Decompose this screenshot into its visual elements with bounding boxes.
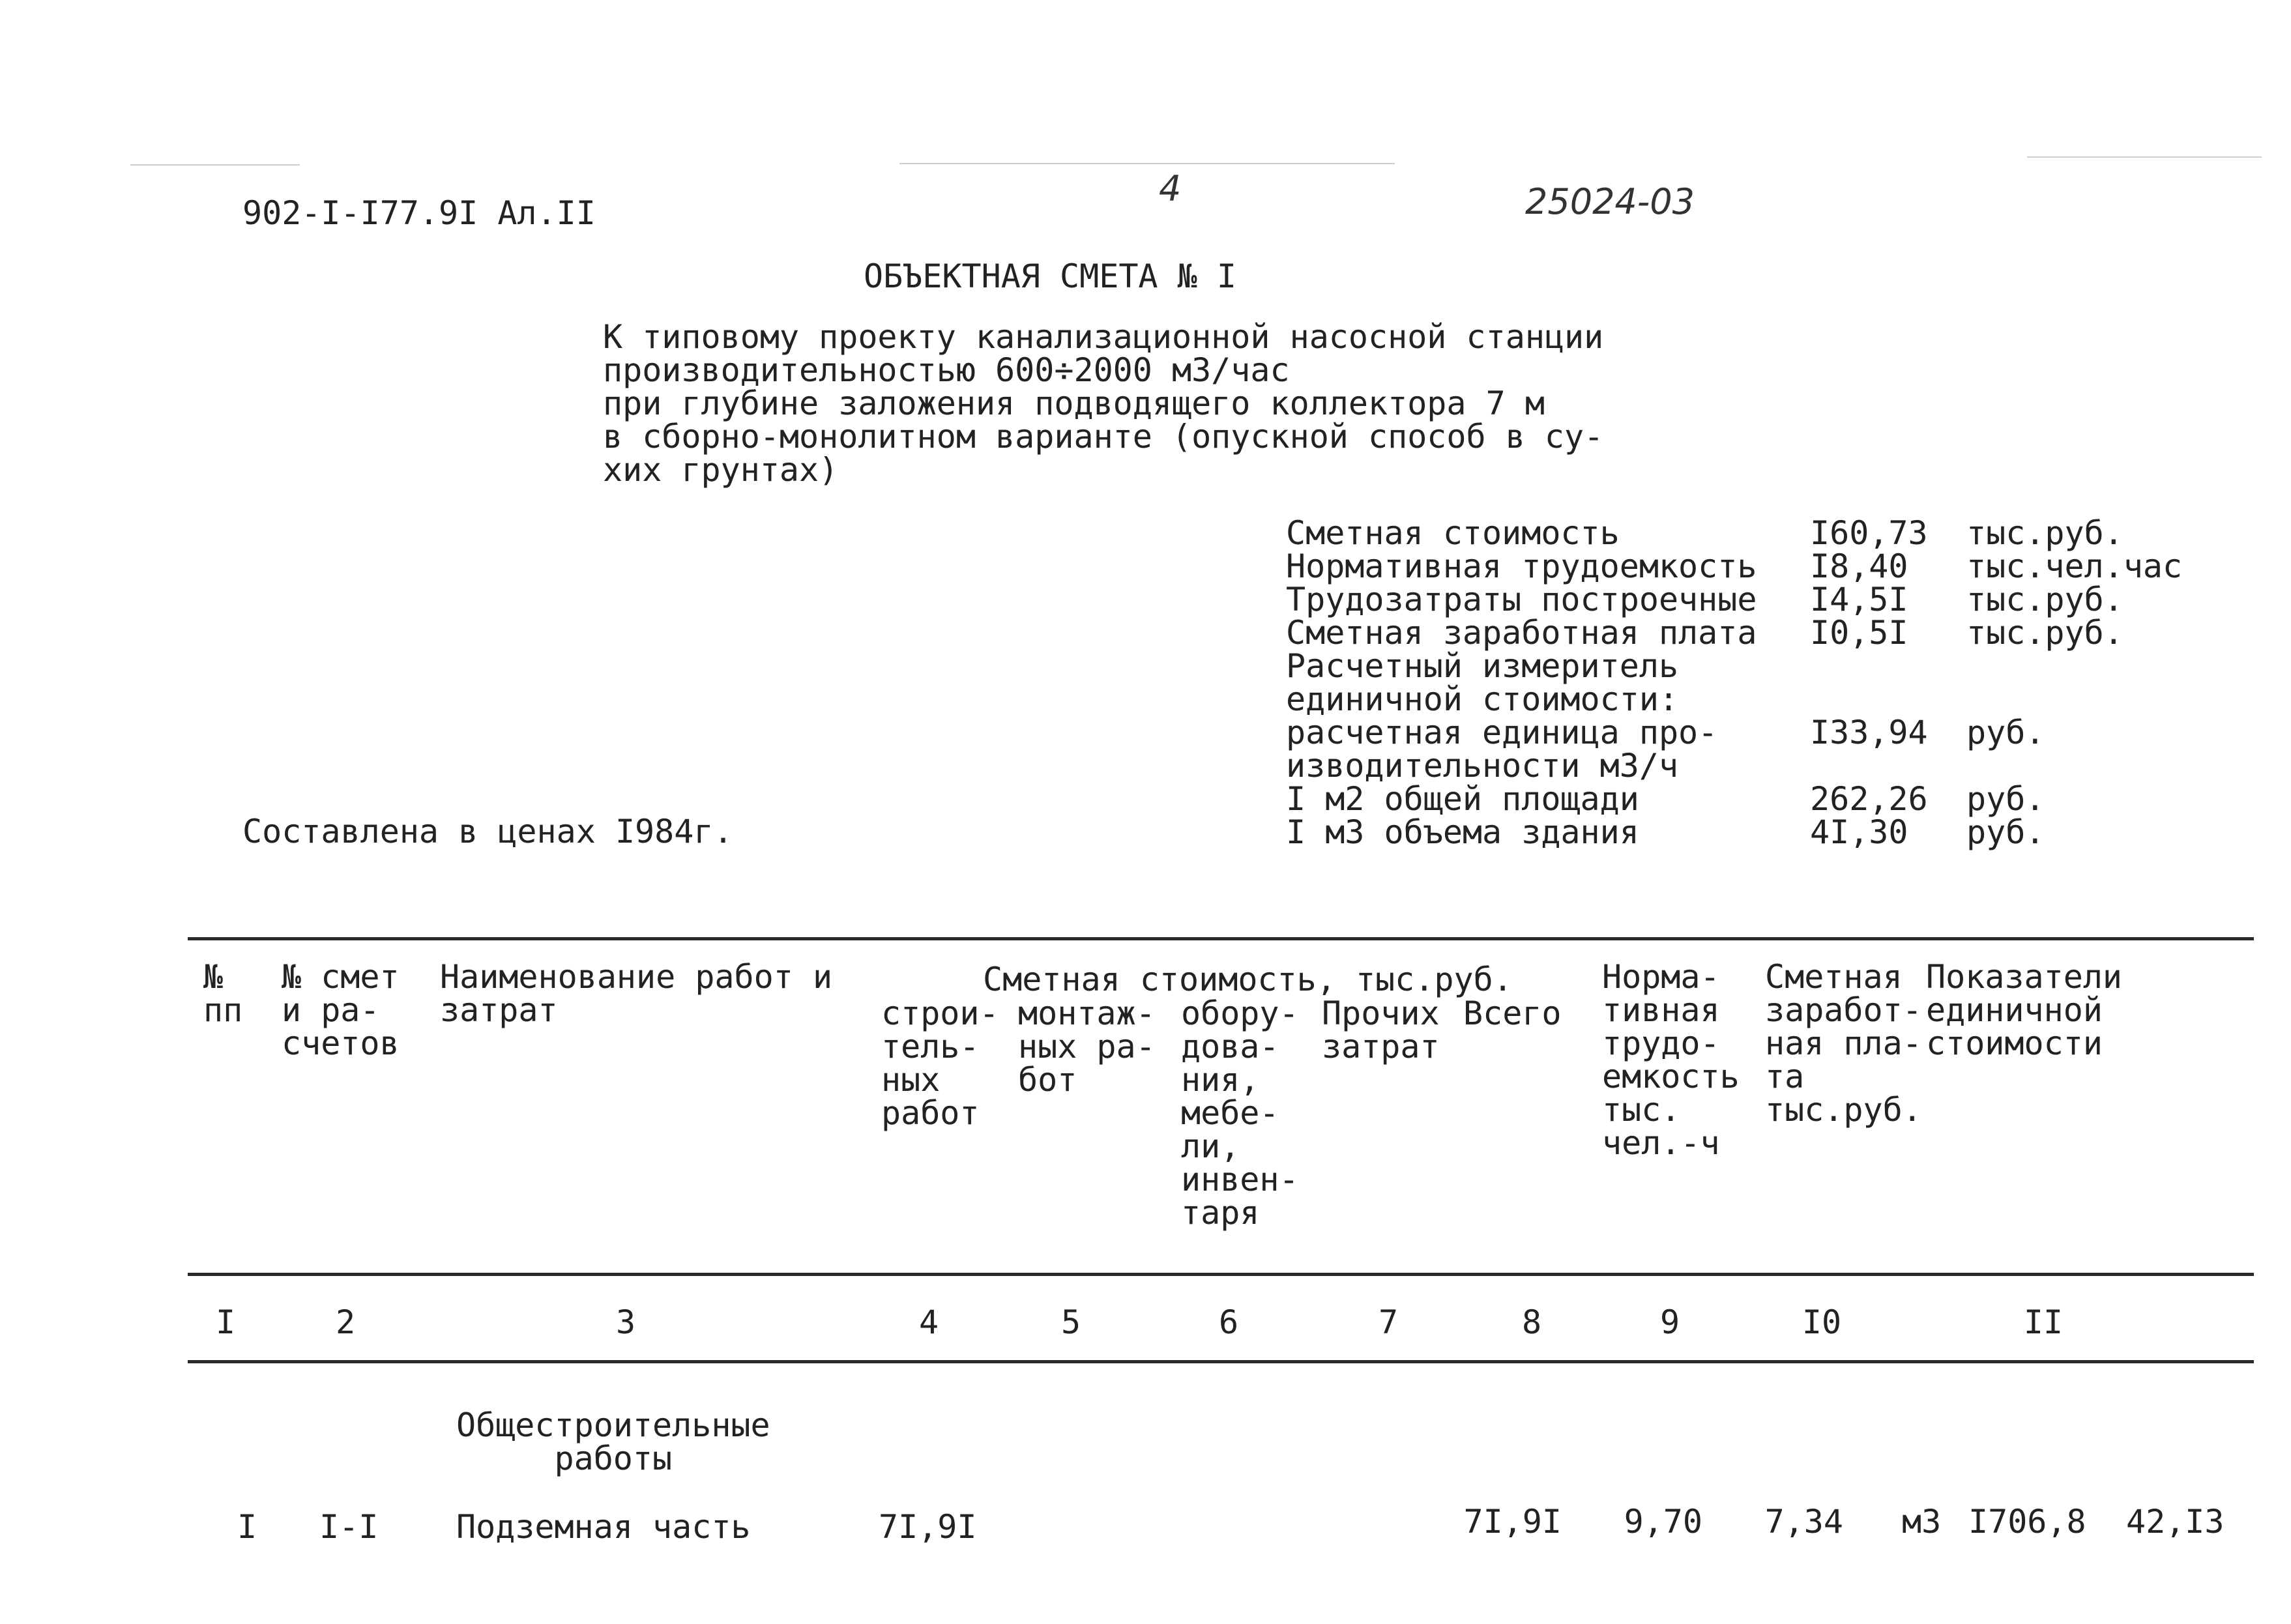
column-number: 5 <box>1060 1303 1081 1341</box>
header-line: ная пла- <box>1765 1024 1922 1062</box>
project-description <box>603 318 1604 489</box>
header-line: Норма- <box>1602 958 1720 996</box>
summary-label: I м2 общей площади <box>1286 780 1639 818</box>
header-line: № смет <box>282 958 400 996</box>
document-code: 902-I-I77.9I Ал.II <box>242 194 596 232</box>
header-line: пп <box>203 991 243 1029</box>
col-header-name <box>440 958 833 1029</box>
cell-construction: 7I,9I <box>879 1508 977 1546</box>
col-header-smeta <box>282 958 400 1062</box>
column-number: 9 <box>1659 1303 1680 1341</box>
column-number: 3 <box>615 1303 636 1341</box>
header-line: тыс.руб. <box>1765 1091 1922 1129</box>
summary-value: I33,94 <box>1810 714 1928 751</box>
summary-unit: руб. <box>1966 813 2045 851</box>
column-number: I <box>215 1303 236 1341</box>
header-line: и ра- <box>282 991 380 1029</box>
summary-label: Нормативная трудоемкость <box>1286 547 1757 585</box>
column-number: 8 <box>1521 1303 1542 1341</box>
cell-wages: 7,34 <box>1764 1503 1843 1541</box>
table-header-rule <box>188 1273 2254 1276</box>
header-line: затрат <box>1322 1028 1440 1066</box>
scan-artifact-line <box>130 164 300 166</box>
description-line: хих грунтах) <box>603 451 839 489</box>
document-title: ОБЪЕКТНАЯ СМЕТА № I <box>864 257 1236 295</box>
summary-label: Расчетный измеритель <box>1286 647 1679 685</box>
summary-unit <box>1966 683 2182 716</box>
cell-labor: 9,70 <box>1624 1503 1702 1541</box>
header-line: дова- <box>1181 1028 1279 1066</box>
section-line: Общестроительные <box>456 1406 770 1444</box>
column-number: 6 <box>1218 1303 1239 1341</box>
summary-value: I4,5I <box>1810 581 1908 618</box>
header-line: № <box>203 958 224 996</box>
col-header-other <box>1322 994 1440 1066</box>
column-number: II <box>2023 1303 2064 1341</box>
header-line: тель- <box>881 1028 980 1066</box>
header-line: емкость <box>1602 1058 1740 1095</box>
summary-value <box>1810 683 1928 716</box>
header-line: Наименование работ и <box>440 958 833 996</box>
summary-label: расчетная единица про- <box>1286 714 1718 751</box>
header-line: обору- <box>1181 994 1299 1032</box>
summary-labels <box>1286 514 1757 851</box>
header-line: тивная <box>1602 991 1720 1029</box>
header-line: Прочих <box>1322 994 1440 1032</box>
summary-value: I60,73 <box>1810 514 1928 552</box>
col-header-indicators <box>1926 958 2123 1062</box>
summary-unit <box>1966 650 2182 683</box>
description-line: производительностью 600÷2000 м3/час <box>603 351 1290 389</box>
summary-unit: тыс.руб. <box>1966 614 2123 652</box>
table-numbers-rule <box>188 1360 2254 1363</box>
page-number: 4 <box>1159 168 1182 209</box>
cell-quantity: I706,8 <box>1968 1503 2086 1541</box>
header-line: монтаж- <box>1018 994 1156 1032</box>
header-line: таря <box>1181 1194 1260 1232</box>
summary-values <box>1810 514 1928 851</box>
summary-label: изводительности м3/ч <box>1286 747 1679 785</box>
header-line: мебе- <box>1181 1094 1279 1132</box>
header-line: работ <box>881 1094 980 1132</box>
header-line: трудо- <box>1602 1024 1720 1062</box>
header-line: Показатели <box>1926 958 2123 996</box>
col-header-equipment <box>1181 994 1299 1232</box>
header-line: та <box>1765 1058 1805 1095</box>
description-line: К типовому проекту канализационной насосной станции <box>603 318 1604 356</box>
header-line: ных ра- <box>1018 1028 1156 1066</box>
header-line: счетов <box>282 1024 400 1062</box>
header-line: чел.-ч <box>1602 1124 1720 1162</box>
summary-label: Трудозатраты построечные <box>1286 581 1757 618</box>
col-header-labor <box>1602 958 1740 1162</box>
header-line: затрат <box>440 991 558 1029</box>
summary-value <box>1810 650 1928 683</box>
section-header <box>456 1406 770 1477</box>
header-line: ных <box>881 1061 941 1099</box>
header-line: тыс. <box>1602 1091 1681 1129</box>
section-line: работы <box>554 1440 673 1477</box>
cell-smeta: I-I <box>319 1508 379 1546</box>
table-top-rule <box>188 937 2254 940</box>
summary-value: 262,26 <box>1810 780 1928 818</box>
column-number: 2 <box>335 1303 356 1341</box>
header-line: единичной <box>1926 991 2103 1029</box>
summary-label: Сметная заработная плата <box>1286 614 1757 652</box>
cell-name: Подземная часть <box>456 1508 751 1546</box>
summary-value: I8,40 <box>1810 547 1908 585</box>
summary-unit: тыс.руб. <box>1966 581 2123 618</box>
prices-note: Составлена в ценах I984г. <box>242 813 733 850</box>
summary-unit: тыс.чел.час <box>1966 547 2183 585</box>
description-line: при глубине заложения подводящего коллектора 7 м <box>603 384 1545 422</box>
cell-total: 7I,9I <box>1463 1503 1562 1541</box>
summary-label: единичной стоимости: <box>1286 680 1679 718</box>
summary-value: 4I,30 <box>1810 813 1908 851</box>
summary-unit: тыс.руб. <box>1966 514 2123 552</box>
header-line: заработ- <box>1765 991 1922 1029</box>
header-line: инвен- <box>1181 1161 1299 1198</box>
header-line: бот <box>1018 1061 1077 1099</box>
column-number: 4 <box>918 1303 939 1341</box>
header-line: ли, <box>1181 1127 1240 1165</box>
summary-value: I0,5I <box>1810 614 1908 652</box>
summary-unit: руб. <box>1966 714 2045 751</box>
header-line: ния, <box>1181 1061 1260 1099</box>
summary-label: Сметная стоимость <box>1286 514 1620 552</box>
summary-unit: руб. <box>1966 780 2045 818</box>
inventory-number: 25024-03 <box>1525 181 1695 222</box>
header-line: Всего <box>1463 994 1562 1032</box>
scan-artifact-line <box>899 163 1395 164</box>
cell-pp: I <box>237 1508 257 1546</box>
column-number: 7 <box>1378 1303 1399 1341</box>
summary-unit <box>1966 749 2182 783</box>
cell-unit-cost: 42,I3 <box>2126 1503 2225 1541</box>
summary-units <box>1966 514 2183 851</box>
scan-artifact-line <box>2027 156 2262 158</box>
col-header-pp <box>203 958 243 1029</box>
col-header-installation <box>1018 994 1156 1099</box>
cell-unit: м3 <box>1902 1503 1942 1541</box>
col-header-construction <box>881 994 999 1132</box>
col-group-header-cost: Сметная стоимость, тыс.руб. <box>983 961 1513 998</box>
summary-value <box>1810 749 1928 783</box>
col-header-total <box>1463 994 1562 1032</box>
summary-label: I м3 объема здания <box>1286 813 1639 851</box>
header-line: стоимости <box>1926 1024 2103 1062</box>
column-number: I0 <box>1802 1303 1842 1341</box>
col-header-wages <box>1765 958 1922 1129</box>
header-line: Сметная <box>1765 958 1903 996</box>
header-line: строи- <box>881 994 999 1032</box>
description-line: в сборно-монолитном варианте (опускной способ в су- <box>603 418 1604 456</box>
